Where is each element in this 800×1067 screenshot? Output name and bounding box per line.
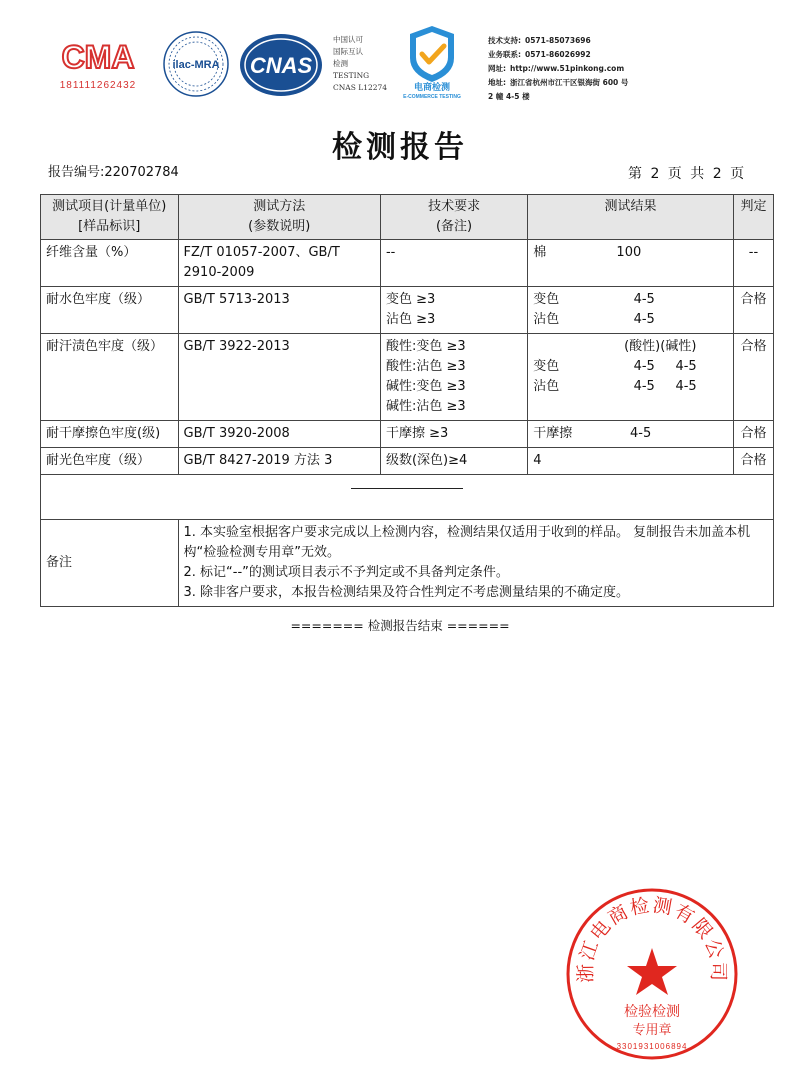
table-row (41, 240, 774, 287)
ec-logo-cn: 电商检测 (413, 83, 451, 93)
cma-logo (46, 38, 150, 92)
table-row (41, 287, 774, 334)
test-item: 耐干摩擦色牢度(级) (41, 421, 179, 448)
ilac-logo-text: ilac-MRA (172, 59, 220, 71)
result: 4 (528, 448, 734, 475)
test-item: 耐水色牢度（级） (41, 287, 179, 334)
table-row (41, 421, 774, 448)
verdict: 合格 (733, 448, 773, 475)
seal-line-2: 专用章 (632, 1023, 672, 1038)
requirement: -- (380, 240, 527, 287)
support-phone: 0571-85073696 (525, 36, 591, 45)
support-label: 技术支持: (488, 36, 521, 45)
remarks-content (178, 520, 774, 607)
verdict: 合格 (733, 287, 773, 334)
seal-number: 3301931006894 (616, 1042, 688, 1051)
cnas-line: 国际互认 (333, 47, 363, 56)
test-method: GB/T 5713-2013 (178, 287, 380, 334)
cnas-line: 检测 (333, 59, 348, 68)
test-method: GB/T 3920-2008 (178, 421, 380, 448)
page-indicator: 第 2 页 共 2 页 (628, 166, 747, 182)
table-row (41, 448, 774, 475)
test-item: 耐光色牢度（级） (41, 448, 179, 475)
ilac-mra-logo (162, 30, 230, 98)
web-label: 网址: (488, 64, 506, 73)
result: (酸性)(碱性) 变色 4-5 4-5 沾色 4-5 4-5 (528, 334, 734, 421)
result: 干摩擦 4-5 (528, 421, 734, 448)
seal-org-text: 浙江电商检测有限公司 (574, 894, 730, 984)
table-row (41, 334, 774, 421)
header-logos (0, 0, 800, 115)
requirement: 酸性:变色 ≥3 酸性:沾色 ≥3 碱性:变色 ≥3 碱性:沾色 ≥3 (380, 334, 527, 421)
divider (351, 488, 463, 489)
table-header-row (41, 195, 774, 240)
remark-item: 2. 标记“--”的测试项目表示不予判定或不具备判定条件。 (183, 565, 509, 580)
website: http://www.51pinkong.com (510, 64, 625, 73)
report-number-label: 报告编号: (48, 165, 105, 180)
remarks-row (41, 520, 774, 607)
remarks-label: 备注 (41, 520, 179, 607)
business-label: 业务联系: (488, 50, 521, 59)
cnas-accreditation-text (333, 34, 387, 94)
result: 变色 4-5 沾色 4-5 (528, 287, 734, 334)
test-method: FZ/T 01057-2007、GB/T 2910-2009 (178, 240, 380, 287)
business-phone: 0571-86026992 (525, 50, 591, 59)
remark-item: 3. 除非客户要求，本报告检测结果及符合性判定不考虑测量结果的不确定度。 (183, 585, 630, 600)
blank-cell (41, 475, 774, 520)
remark-item: 1. 本实验室根据客户要求完成以上检测内容，检测结果仅适用于收到的样品。 复制报告未加盖本机构“检验检测专用章”无效。 (183, 525, 751, 560)
header-requirement: 技术要求 (备注) (380, 195, 527, 240)
cnas-line: CNAS L12274 (333, 83, 388, 92)
address: 浙江省杭州市江干区银海街 600 号 (510, 78, 629, 87)
verdict: -- (733, 240, 773, 287)
star-icon (627, 948, 677, 995)
cnas-logo (238, 32, 324, 98)
results-table (40, 194, 774, 607)
verdict: 合格 (733, 421, 773, 448)
cma-logo-text: CMA (61, 39, 135, 75)
cnas-logo-text: CNAS (249, 53, 313, 78)
report-number-value: 220702784 (104, 165, 179, 180)
seal-line-1: 检验检测 (624, 1004, 680, 1020)
ecommerce-testing-logo (394, 22, 470, 100)
test-method: GB/T 8427-2019 方法 3 (178, 448, 380, 475)
address-line-2: 2 幢 4-5 楼 (488, 92, 530, 101)
cma-number: 181111262432 (59, 80, 137, 91)
test-item: 纤维含量（%） (41, 240, 179, 287)
page-title: 检测报告 (332, 130, 468, 165)
blank-row (41, 475, 774, 520)
test-item: 耐汗渍色牢度（级） (41, 334, 179, 421)
requirement: 干摩擦 ≥3 (380, 421, 527, 448)
header-result: 测试结果 (528, 195, 734, 240)
report-end-marker: ======= 检测报告结束 ====== (290, 618, 510, 633)
official-seal (564, 886, 740, 1062)
requirement: 变色 ≥3 沾色 ≥3 (380, 287, 527, 334)
address-label: 地址: (488, 78, 506, 87)
result: 棉 100 (528, 240, 734, 287)
requirement: 级数(深色)≥4 (380, 448, 527, 475)
cnas-line: 中国认可 (333, 35, 363, 44)
report-number (48, 161, 179, 180)
verdict: 合格 (733, 334, 773, 421)
header-item: 测试项目(计量单位) [样品标识] (41, 195, 179, 240)
contact-info (488, 34, 628, 104)
header-verdict: 判定 (733, 195, 773, 240)
ec-logo-en: E-COMMERCE TESTING (403, 94, 461, 100)
header-method: 测试方法 (参数说明) (178, 195, 380, 240)
cnas-line: TESTING (333, 71, 370, 80)
test-method: GB/T 3922-2013 (178, 334, 380, 421)
